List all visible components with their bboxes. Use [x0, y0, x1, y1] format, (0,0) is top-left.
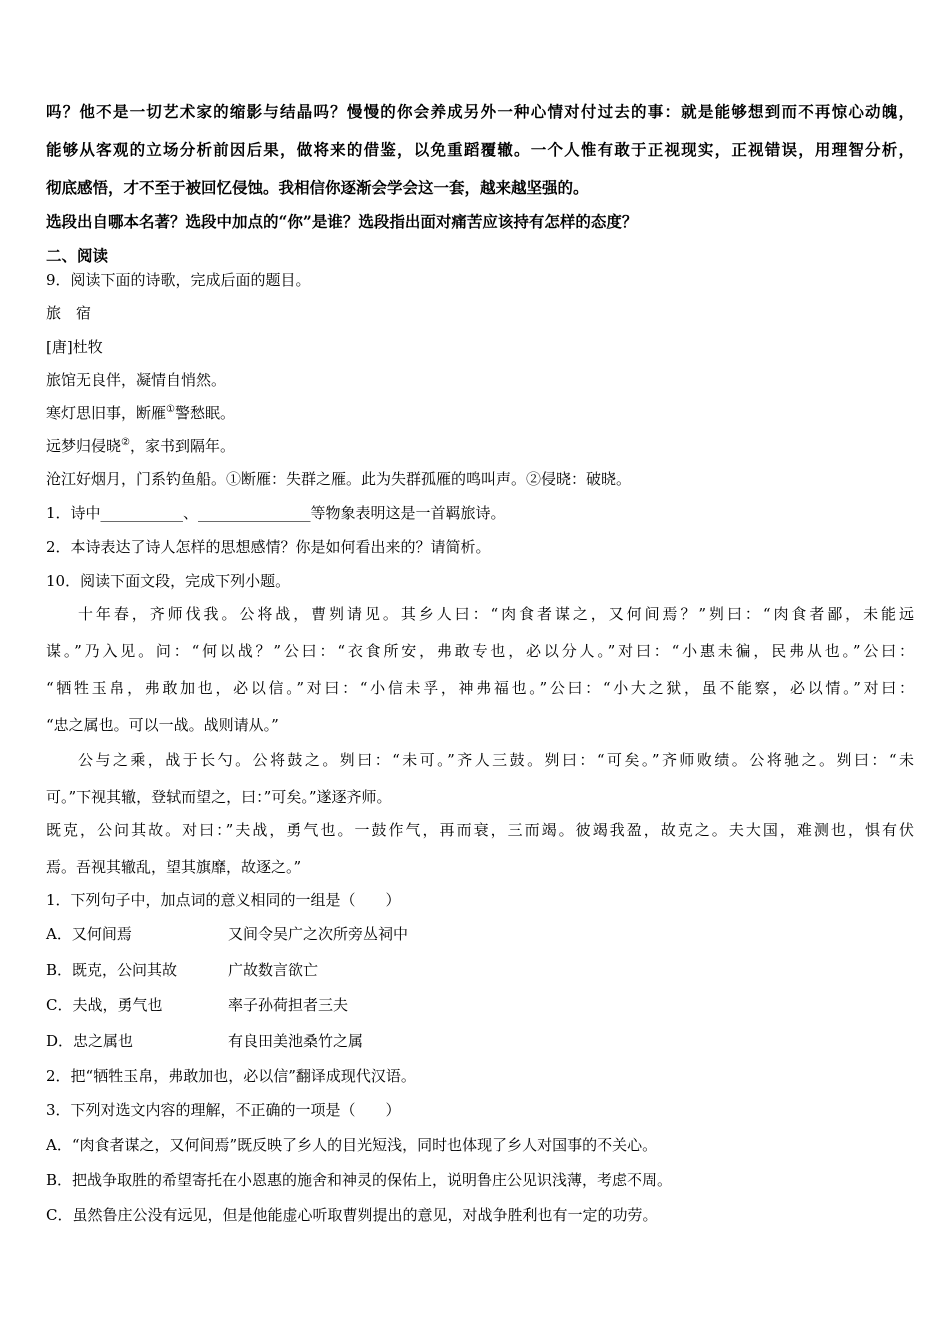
q10-sub3: 3．下列对选文内容的理解，不正确的一项是（ ）	[46, 1101, 401, 1119]
para3-line-2: 焉。吾视其辙乱，望其旗靡，故逐之。”	[46, 858, 302, 876]
q10-sub1: 1．下列句子中，加点词的意义相同的一组是（ ）	[46, 891, 401, 909]
poem-line-2-end: 警愁眠。	[174, 404, 235, 422]
q10-sub1-option-d: D．忠之属也	[46, 1032, 134, 1050]
q10-sub1-option-b-pair: 广故数言欲亡	[228, 961, 319, 979]
q10-intro: 10．阅读下面文段，完成下列小题。	[46, 572, 291, 590]
poem-author: [唐]杜牧	[46, 338, 103, 356]
q10-sub1-option-b: B．既克，公问其故	[46, 961, 178, 979]
footnote-marker-2: ②	[121, 437, 130, 448]
q10-sub2: 2．把“牺牲玉帛，弗敢加也，必以信”翻译成现代汉语。	[46, 1067, 416, 1085]
poem-line-1: 旅馆无良伴，凝情自悄然。	[46, 371, 227, 389]
section-title: 二、阅读	[46, 246, 109, 265]
q10-sub1-option-a-pair: 又间令吴广之次所旁丛祠中	[228, 925, 409, 943]
para1-line-1: 十年春，齐师伐我。公将战，曹刿请见。其乡人曰：“肉食者谋之，又何间焉？”刿曰：“肉食者鄙，未能远	[78, 605, 914, 623]
poem-line-2-start: 寒灯思旧事，断雁	[46, 404, 167, 422]
q9-sub1: 1．诗中___________、_______________等物象表明这是一首羁旅诗。	[46, 504, 506, 522]
passage-line-3: 彻底感悟，才不至于被回忆侵蚀。我相信你逐渐会学会这一套，越来越坚强的。	[46, 178, 589, 197]
para2-line-2: 可。”下视其辙，登轼而望之，曰：”可矣。”遂逐齐师。	[46, 788, 392, 806]
q10-sub3-option-b: B．把战争取胜的希望寄托在小恩惠的施舍和神灵的保佑上，说明鲁庄公见识浅薄，考虑不周。	[46, 1171, 673, 1189]
poem-line-2	[46, 401, 914, 425]
passage-line-2: 能够从客观的立场分析前因后果，做将来的借鉴，以免重蹈覆辙。一个人惟有敢于正视现实，正视错误，用理智分析，	[46, 140, 914, 159]
q10-sub1-option-c-pair: 率子孙荷担者三夫	[228, 996, 349, 1014]
poem-line-3	[46, 434, 914, 458]
poem-line-3-end: ，家书到隔年。	[129, 437, 235, 455]
para1-line-2: 谋。”乃入见。问：“何以战？”公曰：“衣食所安，弗敢专也，必以分人。”对曰：“小惠未徧，民弗从也。”公曰：	[46, 642, 914, 660]
para3-line-1: 既克，公问其故。对曰：”夫战，勇气也。一鼓作气，再而衰，三而竭。彼竭我盈，故克之。夫大国，难测也，惧有伏	[46, 821, 914, 839]
q10-sub1-option-c: C．夫战，勇气也	[46, 996, 163, 1014]
q10-sub1-option-d-pair: 有良田美池桑竹之属	[228, 1032, 364, 1050]
passage-line-1: 吗？他不是一切艺术家的缩影与结晶吗？慢慢的你会养成另外一种心情对付过去的事：就是能够想到而不再惊心动魄，	[46, 102, 914, 121]
para1-line-4: “忠之属也。可以一战。战则请从。”	[46, 716, 279, 734]
para1-line-3: “牺牲玉帛，弗敢加也，必以信。”对曰：“小信未孚，神弗福也。”公曰：“小大之狱，虽不能察，必以情。”对曰：	[46, 679, 914, 697]
q10-sub3-option-a: A．“肉食者谋之，又何间焉”既反映了乡人的目光短浅，同时也体现了乡人对国事的不关心。	[46, 1136, 658, 1154]
q10-sub1-option-a: A．又何间焉	[46, 925, 132, 943]
q10-sub3-option-c: C．虽然鲁庄公没有远见，但是他能虚心听取曹刿提出的意见，对战争胜利也有一定的功劳。	[46, 1206, 658, 1224]
poem-title: 旅 宿	[46, 304, 92, 322]
passage-question: 选段出自哪本名著？选段中加点的“你”是谁？选段指出面对痛苦应该持有怎样的态度？	[46, 212, 638, 231]
footnote-marker-1: ①	[166, 404, 175, 415]
q9-sub2: 2．本诗表达了诗人怎样的思想感情？你是如何看出来的？请简析。	[46, 538, 491, 556]
para2-line-1: 公与之乘，战于长勺。公将鼓之。刿曰：“未可。”齐人三鼓。刿曰：“可矣。”齐师败绩。公将驰之。刿曰：“未	[78, 751, 914, 769]
q9-intro: 9．阅读下面的诗歌，完成后面的题目。	[46, 271, 311, 289]
poem-line-4-notes: 沧江好烟月，门系钓鱼船。①断雁：失群之雁。此为失群孤雁的鸣叫声。②侵晓：破晓。	[46, 470, 632, 488]
poem-line-3-start: 远梦归侵晓	[46, 437, 122, 455]
